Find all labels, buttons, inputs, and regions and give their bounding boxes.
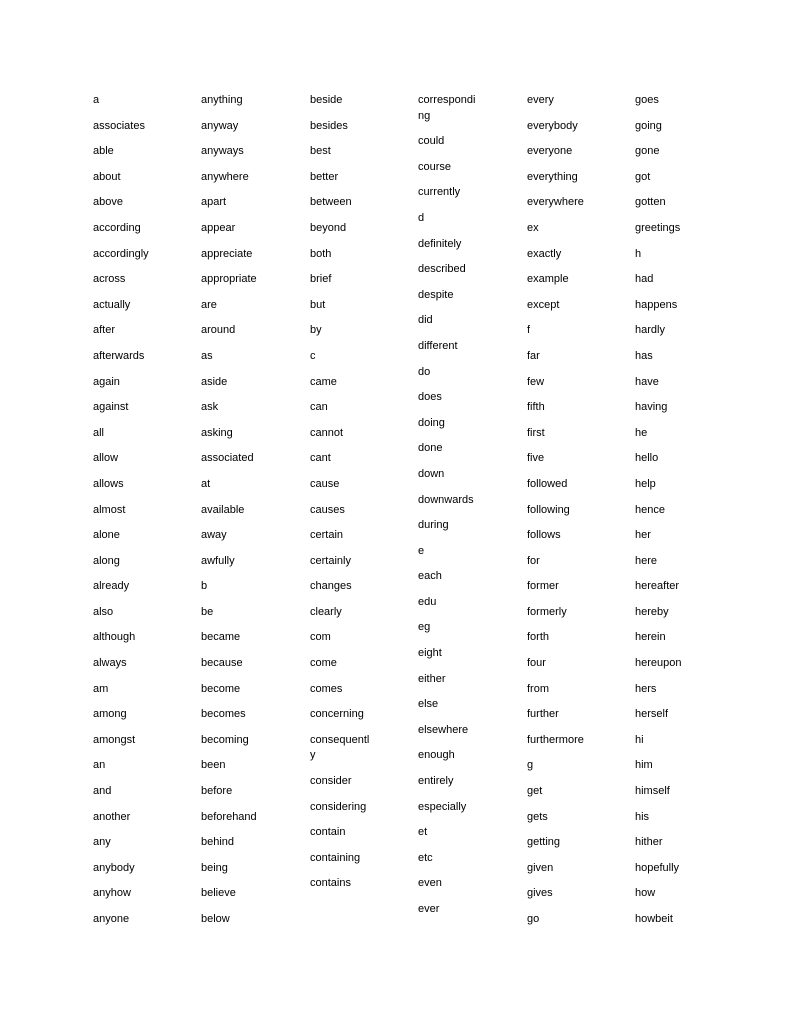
word-item: he — [635, 426, 648, 439]
word-item: each — [418, 570, 442, 583]
word-item: anyway — [201, 119, 239, 132]
word-item: at — [201, 477, 211, 490]
word-item: here — [635, 554, 658, 567]
word-item: consider — [310, 775, 352, 788]
word-item: also — [93, 605, 114, 618]
word-item: few — [527, 375, 545, 388]
word-item: always — [93, 657, 127, 670]
word-item: an — [93, 759, 106, 772]
word-item: be — [201, 605, 214, 618]
word-item: goes — [635, 94, 659, 106]
word-item: e — [418, 544, 425, 557]
word-item: became — [201, 631, 241, 644]
word-item: beyond — [310, 221, 347, 234]
word-item: containing — [310, 851, 361, 864]
word-item: brief — [310, 273, 332, 286]
word-item: after — [93, 324, 116, 337]
word-item: hi — [635, 733, 644, 746]
word-item: changes — [310, 580, 352, 593]
word-item: going — [635, 119, 662, 132]
word-item: followed — [527, 477, 568, 490]
word-item: five — [527, 452, 545, 465]
word-item: has — [635, 349, 653, 362]
word-item: across — [93, 273, 126, 286]
word-item: actually — [93, 298, 131, 311]
word-item: herein — [635, 631, 666, 644]
word-item: doing — [418, 416, 445, 429]
word-item: come — [310, 657, 337, 670]
word-item: alone — [93, 529, 120, 542]
word-item: certainly — [310, 554, 351, 567]
word-item: further — [527, 708, 559, 721]
word-item: better — [310, 170, 339, 183]
word-column-5 — [527, 93, 627, 938]
word-item: already — [93, 580, 130, 593]
word-item: best — [310, 145, 331, 158]
word-item: edu — [418, 595, 437, 608]
word-item: becomes — [201, 708, 246, 721]
word-item: appear — [201, 221, 236, 234]
word-item: came — [310, 375, 337, 388]
word-item: follows — [527, 529, 561, 542]
word-item: but — [310, 298, 326, 311]
word-item: causes — [310, 503, 345, 516]
word-item: got — [635, 170, 651, 183]
word-item: ex — [527, 221, 539, 234]
word-item: example — [527, 273, 569, 286]
word-item: before — [201, 785, 233, 798]
word-item: gives — [527, 887, 553, 900]
word-item: himself — [635, 785, 670, 798]
word-item: a — [93, 94, 100, 106]
word-item: how — [635, 887, 656, 900]
word-item: described — [418, 263, 466, 276]
word-item: furthermore — [527, 733, 584, 746]
word-item: anyone — [93, 913, 130, 925]
word-item: ever — [418, 903, 440, 915]
word-item: being — [201, 861, 228, 874]
word-item: c — [310, 349, 316, 362]
word-item: able — [93, 145, 114, 158]
word-item: h — [635, 247, 642, 260]
word-item: different — [418, 339, 458, 352]
word-item: around — [201, 324, 236, 337]
word-item: corresponding — [418, 94, 476, 122]
word-item: course — [418, 160, 452, 173]
word-item: et — [418, 826, 428, 839]
word-item: exactly — [527, 247, 562, 260]
word-item: hers — [635, 682, 657, 695]
word-item: did — [418, 314, 433, 327]
word-item: anything — [201, 94, 243, 106]
word-item: everywhere — [527, 196, 584, 209]
word-item: been — [201, 759, 226, 772]
word-item: allows — [93, 477, 124, 490]
word-item: comes — [310, 682, 343, 695]
word-item: beside — [310, 94, 343, 106]
word-item: because — [201, 657, 243, 670]
word-item: appreciate — [201, 247, 253, 260]
word-item: com — [310, 631, 331, 644]
word-item: for — [527, 554, 540, 567]
word-item: downwards — [418, 493, 474, 506]
word-item: having — [635, 401, 668, 414]
word-item: accordingly — [93, 247, 149, 260]
word-item: every — [527, 94, 554, 106]
word-item: hither — [635, 836, 663, 849]
word-item: almost — [93, 503, 126, 516]
word-item: contains — [310, 877, 351, 890]
word-item: cant — [310, 452, 331, 465]
word-item: apart — [201, 196, 227, 209]
word-item: go — [527, 913, 540, 925]
word-item: b — [201, 580, 208, 593]
word-item: contain — [310, 826, 346, 839]
word-item: eight — [418, 647, 442, 660]
word-item: according — [93, 221, 141, 234]
word-item: below — [201, 913, 230, 925]
word-item: believe — [201, 887, 236, 900]
word-item: during — [418, 519, 449, 532]
word-item: getting — [527, 836, 561, 849]
word-item: does — [418, 391, 442, 404]
word-column-3 — [310, 93, 410, 902]
word-item: hello — [635, 452, 659, 465]
word-item: certain — [310, 529, 344, 542]
word-item: definitely — [418, 237, 462, 250]
word-item: ask — [201, 401, 219, 414]
word-item: hardly — [635, 324, 665, 337]
word-item: considering — [310, 800, 367, 813]
word-item: clearly — [310, 605, 342, 618]
word-item: associates — [93, 119, 145, 132]
word-item: g — [527, 759, 534, 772]
word-item: above — [93, 196, 123, 209]
word-item: far — [527, 349, 540, 362]
word-item: f — [527, 324, 531, 337]
word-item: available — [201, 503, 245, 516]
word-item: by — [310, 324, 322, 337]
word-column-1 — [93, 93, 193, 938]
word-item: about — [93, 170, 121, 183]
word-item: another — [93, 810, 131, 823]
word-item: greetings — [635, 221, 681, 234]
word-item: amongst — [93, 733, 136, 746]
word-item: do — [418, 365, 431, 378]
word-item: anyways — [201, 145, 244, 158]
word-item: from — [527, 682, 549, 695]
word-column-2 — [201, 93, 301, 938]
word-item: everyone — [527, 145, 573, 158]
word-item: have — [635, 375, 659, 388]
word-item: etc — [418, 851, 433, 864]
word-item: currently — [418, 186, 461, 199]
word-item: even — [418, 877, 442, 890]
word-item: help — [635, 477, 656, 490]
word-item: becoming — [201, 733, 249, 746]
word-item: except — [527, 298, 560, 311]
word-item: given — [527, 861, 554, 874]
word-item: forth — [527, 631, 550, 644]
word-item: become — [201, 682, 241, 695]
word-item: had — [635, 273, 654, 286]
word-item: afterwards — [93, 349, 145, 362]
word-item: associated — [201, 452, 254, 465]
word-item: anywhere — [201, 170, 249, 183]
word-item: him — [635, 759, 653, 772]
word-item: eg — [418, 621, 431, 634]
word-item: aside — [201, 375, 228, 388]
word-item: gotten — [635, 196, 666, 209]
word-item: any — [93, 836, 111, 849]
word-item: fifth — [527, 401, 545, 414]
word-item: down — [418, 467, 445, 480]
word-item: hopefully — [635, 861, 680, 874]
word-item: howbeit — [635, 913, 673, 925]
word-item: hereby — [635, 605, 669, 618]
word-item: her — [635, 529, 651, 542]
word-item: especially — [418, 800, 467, 813]
word-item: entirely — [418, 775, 454, 788]
word-item: and — [93, 785, 112, 798]
word-item: get — [527, 785, 543, 798]
word-item: cannot — [310, 426, 344, 439]
word-item: among — [93, 708, 127, 721]
word-item: either — [418, 672, 446, 685]
word-item: can — [310, 401, 328, 414]
word-item: former — [527, 580, 559, 593]
word-item: again — [93, 375, 120, 388]
word-item: concerning — [310, 708, 364, 721]
word-item: as — [201, 349, 213, 362]
word-item: formerly — [527, 605, 567, 618]
word-item: behind — [201, 836, 235, 849]
word-column-4 — [418, 93, 480, 928]
word-item: happens — [635, 298, 678, 311]
word-item: hereafter — [635, 580, 680, 593]
word-item: away — [201, 529, 227, 542]
word-item: gone — [635, 145, 660, 158]
word-item: all — [93, 426, 105, 439]
word-item: his — [635, 810, 650, 823]
word-item: everybody — [527, 119, 578, 132]
word-item: appropriate — [201, 273, 257, 286]
word-item: following — [527, 503, 570, 516]
word-item: gets — [527, 810, 548, 823]
word-item: awfully — [201, 554, 235, 567]
word-item: could — [418, 135, 445, 148]
word-item: are — [201, 298, 217, 311]
word-item: besides — [310, 119, 348, 132]
word-item: done — [418, 442, 443, 455]
word-item: four — [527, 657, 546, 670]
word-column-6 — [635, 93, 735, 938]
word-item: both — [310, 247, 332, 260]
word-item: everything — [527, 170, 578, 183]
word-item: allow — [93, 452, 119, 465]
word-item: herself — [635, 708, 669, 721]
word-item: consequently — [310, 733, 370, 762]
word-item: hence — [635, 503, 665, 516]
word-item: cause — [310, 477, 340, 490]
word-item: enough — [418, 749, 455, 762]
word-item: between — [310, 196, 352, 209]
word-item: anyhow — [93, 887, 131, 900]
word-item: hereupon — [635, 657, 682, 670]
word-item: beforehand — [201, 810, 257, 823]
word-item: although — [93, 631, 136, 644]
word-item: d — [418, 211, 425, 224]
word-item: asking — [201, 426, 233, 439]
word-item: despite — [418, 288, 454, 301]
word-item: along — [93, 554, 120, 567]
word-item: else — [418, 698, 439, 711]
word-item: am — [93, 682, 109, 695]
word-item: anybody — [93, 861, 135, 874]
word-item: elsewhere — [418, 723, 469, 736]
word-item: against — [93, 401, 129, 414]
word-item: first — [527, 426, 545, 439]
